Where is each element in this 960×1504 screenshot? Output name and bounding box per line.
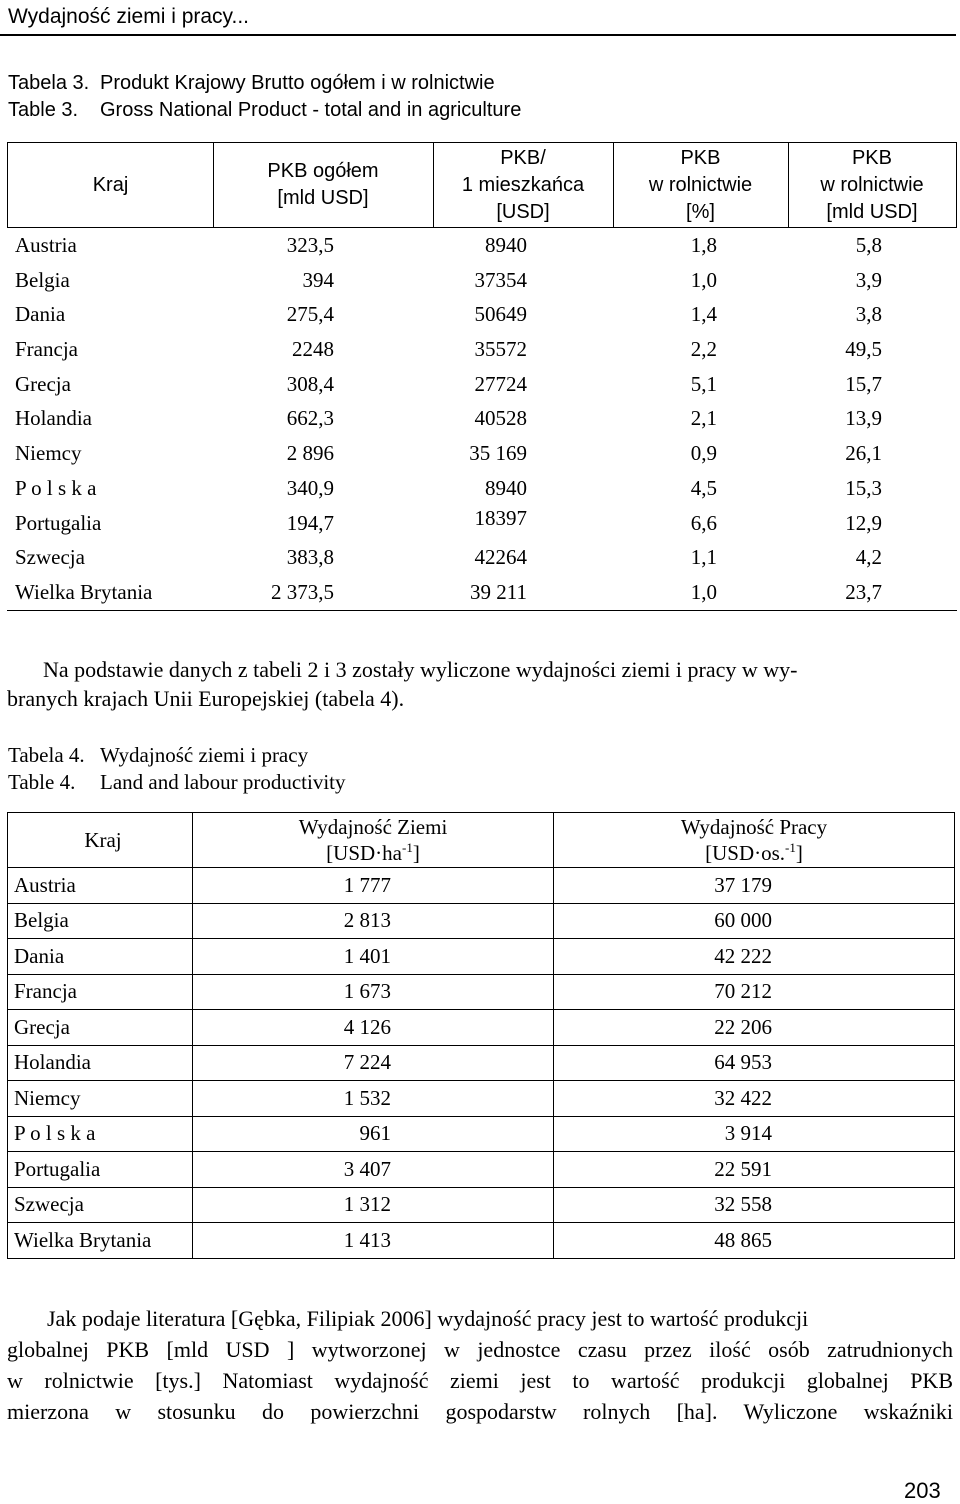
paragraph-2-line-2: globalnej PKB [mld USD ] wytworzonej w jednostce czasu przez ilość osób zatrudnionych xyxy=(7,1337,953,1362)
cell-country: Holandia xyxy=(15,406,92,431)
table4-header-labour-unit xyxy=(554,840,954,866)
land-unit-exponent: -1 xyxy=(401,840,413,855)
table3-header-per-capita-l2: 1 mieszkańca xyxy=(461,173,585,196)
cell-pkb-total: 2248 xyxy=(292,337,334,362)
cell-pkb-per-capita: 50649 xyxy=(474,302,527,327)
cell-land-productivity: 1 413 xyxy=(193,1223,554,1259)
cell-labour-productivity: 48 865 xyxy=(554,1223,955,1259)
cell-land-productivity: 4 126 xyxy=(193,1010,554,1046)
cell-land-productivity: 3 407 xyxy=(193,1152,554,1188)
table3-header-kraj xyxy=(8,143,213,227)
table3-header-agri-pct-l1: PKB xyxy=(680,146,721,169)
table3-caption-en-label: Table 3. xyxy=(8,99,79,121)
cell-country: P o l s k a xyxy=(8,1116,193,1152)
table-row xyxy=(8,903,955,939)
table-row xyxy=(8,1223,955,1259)
table4-header-labour xyxy=(554,813,955,868)
paragraph-1-line-1-text: Na podstawie danych z tabeli 2 i 3 zostały wyliczone wydajności ziemi i pracy w wy- xyxy=(43,657,798,682)
table3-header-pkb-per-capita xyxy=(433,143,613,227)
table-row xyxy=(7,506,957,541)
cell-labour-productivity: 3 914 xyxy=(554,1116,955,1152)
cell-country: Szwecja xyxy=(8,1187,193,1223)
cell-agri-pct: 5,1 xyxy=(690,371,717,396)
land-unit-close: ] xyxy=(412,841,420,865)
labour-unit-close: ] xyxy=(795,841,803,865)
cell-land-productivity: 1 673 xyxy=(193,974,554,1010)
paragraph-1 xyxy=(7,655,953,713)
cell-pkb-total: 2 896 xyxy=(286,441,334,466)
running-header: Wydajność ziemi i pracy... xyxy=(8,5,249,28)
table-row xyxy=(8,1010,955,1046)
cell-land-productivity: 961 xyxy=(193,1116,554,1152)
cell-land-productivity: 7 224 xyxy=(193,1045,554,1081)
paragraph-2-line-1 xyxy=(7,1303,953,1334)
table3-caption-pl-text: Produkt Krajowy Brutto ogółem i w rolnictwie xyxy=(100,72,495,94)
cell-agri-pct: 0,9 xyxy=(690,441,717,466)
table-row xyxy=(7,263,957,298)
cell-country: Szwecja xyxy=(15,545,85,570)
cell-land-productivity: 1 777 xyxy=(193,868,554,904)
paragraph-2-line-4: mierzona w stosunku do powierzchni gospodarstw rolnych [ha]. Wyliczone wskaźniki xyxy=(7,1399,953,1424)
cell-country: P o l s k a xyxy=(15,475,97,500)
cell-agri-usd: 23,7 xyxy=(845,579,882,604)
cell-country: Niemcy xyxy=(15,441,82,466)
cell-country: Francja xyxy=(15,337,78,362)
table-row xyxy=(8,868,955,904)
cell-labour-productivity: 64 953 xyxy=(554,1045,955,1081)
table-row xyxy=(8,1152,955,1188)
paragraph-2 xyxy=(7,1303,953,1427)
table4-header-row xyxy=(8,813,955,868)
cell-agri-pct: 1,0 xyxy=(690,579,717,604)
cell-agri-pct: 1,0 xyxy=(690,267,717,292)
page-number: 203 xyxy=(904,1478,941,1503)
table-row xyxy=(8,974,955,1010)
table4-header-kraj: Kraj xyxy=(8,813,193,868)
table-row xyxy=(7,540,957,575)
table3-header-pkb-total-l1: PKB ogółem xyxy=(267,160,379,182)
table-row xyxy=(8,939,955,975)
cell-country: Niemcy xyxy=(8,1081,193,1117)
cell-agri-usd: 5,8 xyxy=(855,233,882,257)
cell-land-productivity: 1 532 xyxy=(193,1081,554,1117)
table-row xyxy=(7,228,957,263)
labour-unit-text: [USD·os. xyxy=(705,841,786,865)
table4-caption-pl-label: Tabela 4. xyxy=(8,743,85,767)
table3-header-agri-usd-l1: PKB xyxy=(851,146,892,169)
cell-agri-usd: 12,9 xyxy=(845,510,882,535)
cell-agri-usd: 15,7 xyxy=(845,371,882,396)
cell-pkb-per-capita: 35 169 xyxy=(469,441,527,466)
table-row xyxy=(7,471,957,506)
cell-pkb-per-capita: 40528 xyxy=(474,406,527,431)
table-row xyxy=(8,1116,955,1152)
cell-country: Portugalia xyxy=(8,1152,193,1188)
cell-pkb-total: 340,9 xyxy=(286,475,334,500)
cell-pkb-per-capita: 8940 xyxy=(485,233,527,257)
cell-labour-productivity: 22 206 xyxy=(554,1010,955,1046)
cell-labour-productivity: 22 591 xyxy=(554,1152,955,1188)
paragraph-1-line-1 xyxy=(7,655,953,684)
table4-header-land-unit xyxy=(193,840,553,866)
cell-pkb-total: 662,3 xyxy=(286,406,334,431)
cell-country: Grecja xyxy=(8,1010,193,1046)
table-row xyxy=(7,575,957,610)
table3-body xyxy=(7,228,957,611)
table3-caption-pl xyxy=(8,70,495,96)
paragraph-2-line-3: w rolnictwie [tys.] Natomiast wydajność ziemi jest to wartość produkcji globalnej PKB xyxy=(7,1368,953,1393)
table-row xyxy=(7,436,957,471)
table4-caption-pl-text: Wydajność ziemi i pracy xyxy=(100,743,309,767)
cell-agri-usd: 3,9 xyxy=(855,267,882,292)
cell-pkb-per-capita: 35572 xyxy=(474,337,527,362)
table3-caption-en-text: Gross National Product - total and in agriculture xyxy=(100,99,522,121)
table-row xyxy=(7,297,957,332)
cell-land-productivity: 1 312 xyxy=(193,1187,554,1223)
cell-country: Holandia xyxy=(8,1045,193,1081)
cell-country: Austria xyxy=(15,233,77,257)
table3-caption-en xyxy=(8,97,521,123)
table-row xyxy=(7,401,957,436)
table3 xyxy=(7,142,957,611)
cell-agri-usd: 13,9 xyxy=(845,406,882,431)
cell-land-productivity: 1 401 xyxy=(193,939,554,975)
land-unit-text: [USD·ha xyxy=(326,841,402,865)
table-row xyxy=(7,332,957,367)
table3-header-agri-pct xyxy=(613,143,788,227)
table3-header-per-capita-l3: [USD] xyxy=(496,200,550,223)
cell-labour-productivity: 60 000 xyxy=(554,903,955,939)
cell-land-productivity: 2 813 xyxy=(193,903,554,939)
cell-pkb-per-capita: 18397 xyxy=(474,505,527,530)
cell-agri-usd: 49,5 xyxy=(845,337,882,362)
cell-pkb-per-capita: 27724 xyxy=(474,371,527,396)
cell-labour-productivity: 70 212 xyxy=(554,974,955,1010)
cell-country: Grecja xyxy=(15,371,71,396)
cell-pkb-per-capita: 42264 xyxy=(474,545,527,570)
cell-pkb-per-capita: 37354 xyxy=(474,267,527,292)
table4-caption-en-label: Table 4. xyxy=(8,770,76,794)
cell-agri-pct: 1,1 xyxy=(690,545,717,570)
cell-pkb-total: 323,5 xyxy=(286,233,334,257)
cell-pkb-total: 275,4 xyxy=(286,302,334,327)
cell-agri-usd: 4,2 xyxy=(855,545,882,570)
table4-header-land-title: Wydajność Ziemi xyxy=(298,815,448,839)
table4 xyxy=(7,812,955,1259)
cell-labour-productivity: 32 558 xyxy=(554,1187,955,1223)
table4-caption-en xyxy=(8,769,346,796)
table3-header-agri-pct-l2: w rolnictwie xyxy=(648,173,753,196)
header-rule xyxy=(0,34,956,36)
table3-header-pkb-total xyxy=(213,143,433,227)
table3-header xyxy=(7,142,957,228)
cell-country: Portugalia xyxy=(15,510,102,535)
cell-country: Austria xyxy=(8,868,193,904)
cell-agri-usd: 3,8 xyxy=(855,302,882,327)
cell-pkb-per-capita: 39 211 xyxy=(470,579,527,604)
table4-header-land xyxy=(193,813,554,868)
cell-labour-productivity: 42 222 xyxy=(554,939,955,975)
cell-pkb-total: 383,8 xyxy=(286,545,334,570)
table-row xyxy=(8,1081,955,1117)
cell-agri-pct: 1,4 xyxy=(690,302,717,327)
cell-pkb-total: 308,4 xyxy=(286,371,334,396)
cell-pkb-total: 194,7 xyxy=(286,510,334,535)
cell-pkb-per-capita: 8940 xyxy=(485,475,527,500)
paragraph-2-line-1-text: Jak podaje literatura [Gębka, Filipiak 2006] wydajność pracy jest to wartość produkcji xyxy=(47,1306,809,1331)
table4-caption-en-text: Land and labour productivity xyxy=(100,770,346,794)
table3-header-agri-pct-l3: [%] xyxy=(686,200,715,223)
table3-header-agri-usd xyxy=(788,143,956,227)
cell-pkb-total: 394 xyxy=(302,267,334,292)
table4-caption-pl xyxy=(8,742,308,769)
table3-caption-pl-label: Tabela 3. xyxy=(8,72,90,94)
table-row xyxy=(8,1045,955,1081)
cell-country: Wielka Brytania xyxy=(8,1223,193,1259)
cell-labour-productivity: 32 422 xyxy=(554,1081,955,1117)
labour-unit-exponent: -1 xyxy=(785,840,796,855)
cell-country: Belgia xyxy=(8,903,193,939)
cell-agri-pct: 2,1 xyxy=(690,406,717,431)
cell-country: Belgia xyxy=(15,267,70,292)
cell-agri-pct: 2,2 xyxy=(690,337,717,362)
table3-header-pkb-total-l2: [mld USD] xyxy=(277,187,369,209)
cell-agri-pct: 1,8 xyxy=(690,233,717,257)
table3-header-agri-usd-l2: w rolnictwie xyxy=(820,173,924,196)
table3-header-per-capita-l1: PKB/ xyxy=(500,146,546,169)
table-row xyxy=(7,367,957,402)
cell-agri-usd: 15,3 xyxy=(845,475,882,500)
cell-country: Francja xyxy=(8,974,193,1010)
cell-agri-pct: 4,5 xyxy=(690,475,717,500)
cell-country: Dania xyxy=(8,939,193,975)
table4-header-labour-title: Wydajność Pracy xyxy=(680,815,828,839)
cell-country: Wielka Brytania xyxy=(15,579,153,604)
cell-labour-productivity: 37 179 xyxy=(554,868,955,904)
table3-header-agri-usd-l3: [mld USD] xyxy=(826,200,918,223)
table-row xyxy=(8,1187,955,1223)
table3-header-kraj-text: Kraj xyxy=(92,173,129,196)
paragraph-1-line-2: branych krajach Unii Europejskiej (tabela 4). xyxy=(7,686,405,711)
cell-agri-usd: 26,1 xyxy=(845,441,882,466)
cell-country: Dania xyxy=(15,302,66,327)
cell-pkb-total: 2 373,5 xyxy=(271,579,334,604)
cell-agri-pct: 6,6 xyxy=(690,510,717,535)
